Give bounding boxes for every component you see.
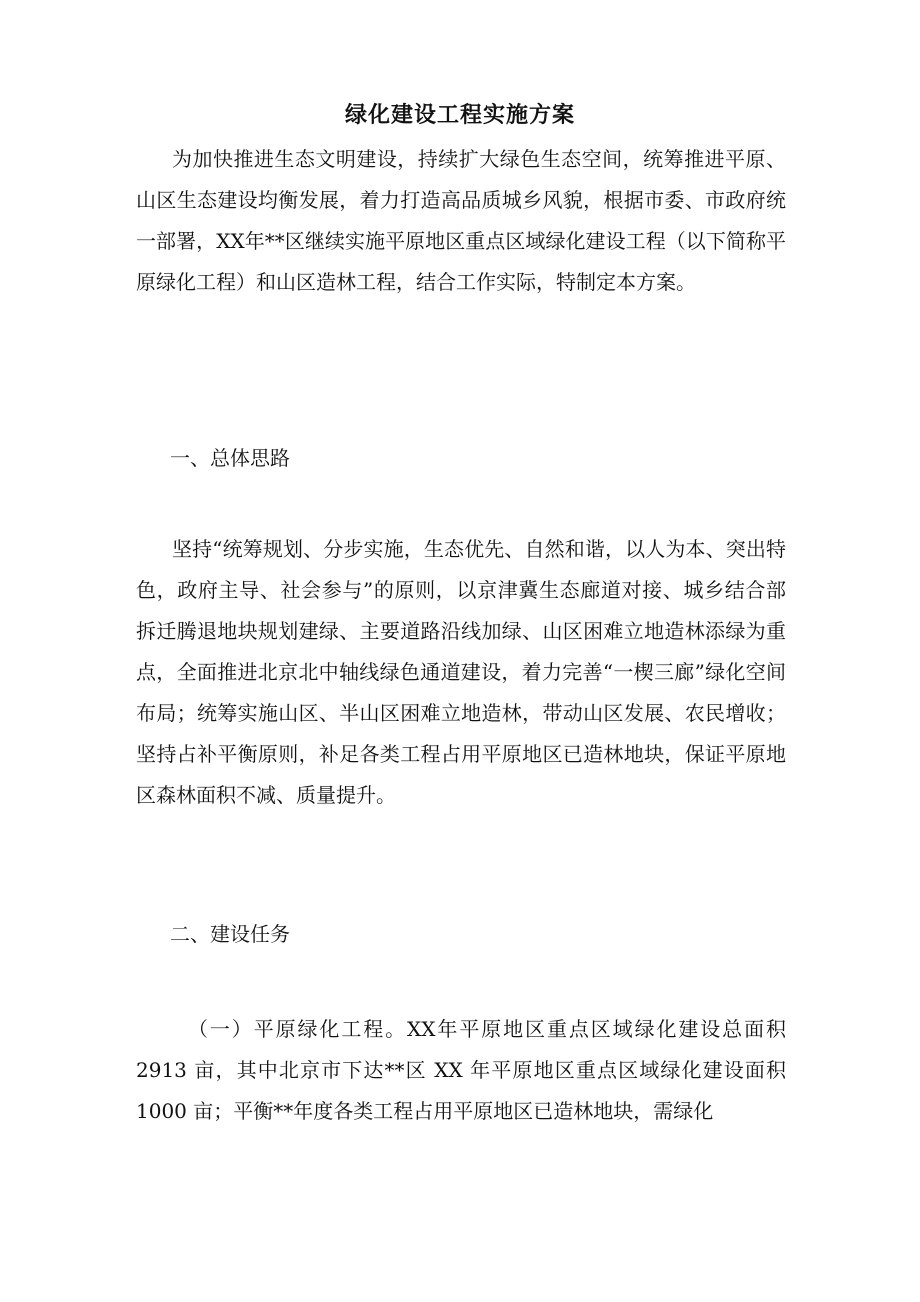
overall-approach-paragraph: 坚持“统筹规划、分步实施，生态优先、自然和谐，以人为本、突出特色，政府主导、社会参与”的原则，以京津冀生态廊道对接、城乡结合部拆迁腾退地块规划建绿、主要道路沿线加绿、山区困难立地造林添绿为重点，全面推进北京北中轴线绿色通道建设，着力完善“一楔三廊”绿化空间布局；统筹实施山区、半山区困难立地造林，带动山区发展、农民增收；坚持占补平衡原则，补足各类工程占用平原地区已造林地块，保证平原地区森林面积不减、质量提升。 (136, 537, 786, 807)
document-title: 绿化建设工程实施方案 (344, 102, 575, 128)
section-heading-construction-tasks: 二、建设任务 (170, 922, 290, 946)
section-heading-overall-approach: 一、总体思路 (170, 446, 290, 470)
plain-greening-paragraph: （一）平原绿化工程。XX年平原地区重点区域绿化建设总面积 2913 亩，其中北京市下达**区 XX 年平原地区重点区域绿化建设面积 1000 亩；平衡**年度各类工程占用平原地区已造林地块，需绿化 (136, 1017, 786, 1123)
intro-paragraph: 为加快推进生态文明建设，持续扩大绿色生态空间，统筹推进平原、山区生态建设均衡发展，着力打造高品质城乡风貌，根据市委、市政府统一部署，XX年**区继续实施平原地区重点区域绿化建设工程（以下简称平原绿化工程）和山区造林工程，结合工作实际，特制定本方案。 (136, 147, 786, 294)
